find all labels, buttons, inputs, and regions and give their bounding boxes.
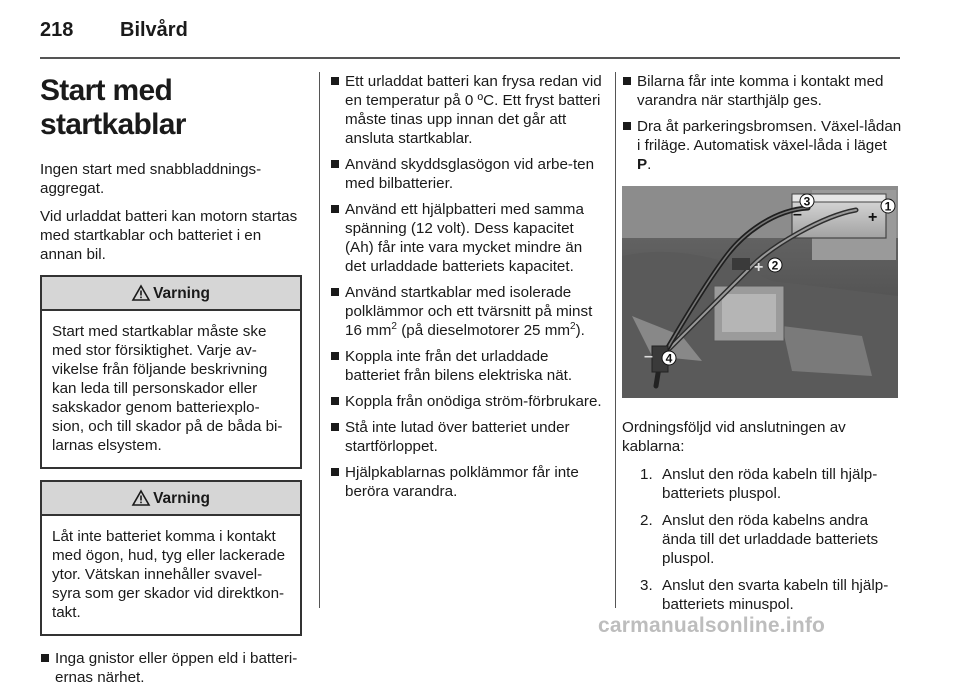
warning-header bbox=[42, 482, 300, 516]
warning-label: Varning bbox=[153, 284, 210, 302]
callout-3: 3 bbox=[803, 194, 811, 209]
column-2 bbox=[330, 72, 602, 508]
plus-terminal-label-2: + bbox=[754, 259, 764, 276]
watermark: carmanualsonline.info bbox=[598, 614, 826, 637]
step-number: 3. bbox=[640, 577, 653, 594]
column-divider-2 bbox=[615, 72, 616, 608]
bullet-item: Inga gnistor eller öppen eld i batteri-ernas närhet. bbox=[40, 649, 302, 687]
step-number: 2. bbox=[640, 512, 653, 529]
bullet-item: Använd skyddsglasögon vid arbe-ten med bilbatterier. bbox=[330, 155, 602, 193]
minus-terminal-label-4: – bbox=[644, 348, 653, 365]
warning-text: Låt inte batteriet komma i kontakt med ögon, hud, tyg eller lackerade ytor. Vätskan innehåller svavel-syra som ger skador vid direktkon-takt. bbox=[52, 528, 286, 621]
text-run: Använd startkablar med isolerade polklämmor och ett tvärsnitt på minst 16 mm bbox=[345, 284, 593, 339]
intro-paragraph-1: Ingen start med snabbladdnings-aggregat. bbox=[40, 161, 262, 197]
bullet-item: Använd ett hjälpbatteri med samma spänning (12 volt). Dess kapacitet (Ah) får inte vara mycket mindre än det urladdade batteriets kapacitet. bbox=[330, 200, 602, 276]
column-divider-1 bbox=[319, 72, 320, 608]
bullet-item: Stå inte lutad över batteriet under startförloppet. bbox=[330, 418, 602, 456]
bullet-item: Koppla från onödiga ström-förbrukare. bbox=[330, 392, 602, 411]
text-run: Dra åt parkeringsbromsen. Växel-lådan i friläge. Automatisk växel-låda i läget bbox=[637, 118, 902, 154]
text-run: (på dieselmotorer 25 mm bbox=[396, 322, 571, 339]
plus-terminal-label: + bbox=[868, 209, 878, 226]
warning-triangle-icon bbox=[132, 285, 150, 301]
step-text: Anslut den röda kabelns andra ända till det urladdade batteriets pluspol. bbox=[662, 512, 879, 567]
column-3 bbox=[622, 72, 902, 622]
callout-2: 2 bbox=[771, 258, 779, 273]
warning-text: Start med startkablar måste ske med stor försiktighet. Varje av-vikelse från följande beskrivning kan leda till personskador eller sakskador genom batteriexplo-sion, och till skador på de båda bi-larnas elsystem. bbox=[52, 323, 283, 454]
step-item bbox=[622, 511, 902, 568]
step-number: 1. bbox=[640, 466, 653, 483]
superscript: 2 bbox=[570, 320, 576, 332]
header-rule bbox=[40, 57, 900, 59]
engine-bay-illustration bbox=[622, 186, 898, 398]
sequence-intro: Ordningsföljd vid anslutningen av kablarna: bbox=[622, 419, 846, 455]
gear-p-label: P bbox=[637, 156, 648, 173]
callout-4: 4 bbox=[665, 351, 673, 366]
bullet-item: Bilarna får inte komma i kontakt med varandra när starthjälp ges. bbox=[622, 72, 902, 110]
superscript: 2 bbox=[391, 320, 397, 332]
warning-label: Varning bbox=[153, 489, 210, 507]
step-text: Anslut den röda kabeln till hjälp-batteriets pluspol. bbox=[662, 466, 878, 502]
jump-start-photo bbox=[622, 186, 898, 398]
intro-paragraph-2: Vid urladdat batteri kan motorn startas med startkablar och batteriet i en annan bil. bbox=[40, 208, 298, 263]
step-item bbox=[622, 576, 902, 614]
minus-terminal-label: – bbox=[793, 206, 802, 223]
section-title: Bilvård bbox=[120, 19, 188, 41]
step-text: Anslut den svarta kabeln till hjälp-batteriets minuspol. bbox=[662, 577, 889, 613]
bullet-item-cable-spec bbox=[330, 283, 602, 340]
warning-box-1 bbox=[40, 275, 302, 469]
warning-triangle-icon bbox=[132, 490, 150, 506]
callout-1: 1 bbox=[884, 199, 892, 214]
bullet-item: Hjälpkablarnas polklämmor får inte beröra varandra. bbox=[330, 463, 602, 501]
text-run: ). bbox=[575, 322, 585, 339]
bullet-item bbox=[622, 117, 902, 174]
column-1 bbox=[40, 72, 302, 694]
page-title: Start med startkablar bbox=[40, 74, 186, 141]
bullet-item: Ett urladdat batteri kan frysa redan vid en temperatur på 0 ºC. Ett fryst batteri måste tinas upp innan det går att ansluta startkablar. bbox=[330, 72, 602, 148]
page-number: 218 bbox=[40, 19, 74, 41]
warning-header bbox=[42, 277, 300, 311]
text-run: . bbox=[647, 156, 652, 173]
warning-box-2 bbox=[40, 480, 302, 636]
step-item bbox=[622, 465, 902, 503]
bullet-item: Koppla inte från det urladdade batteriet från bilens elektriska nät. bbox=[330, 347, 602, 385]
